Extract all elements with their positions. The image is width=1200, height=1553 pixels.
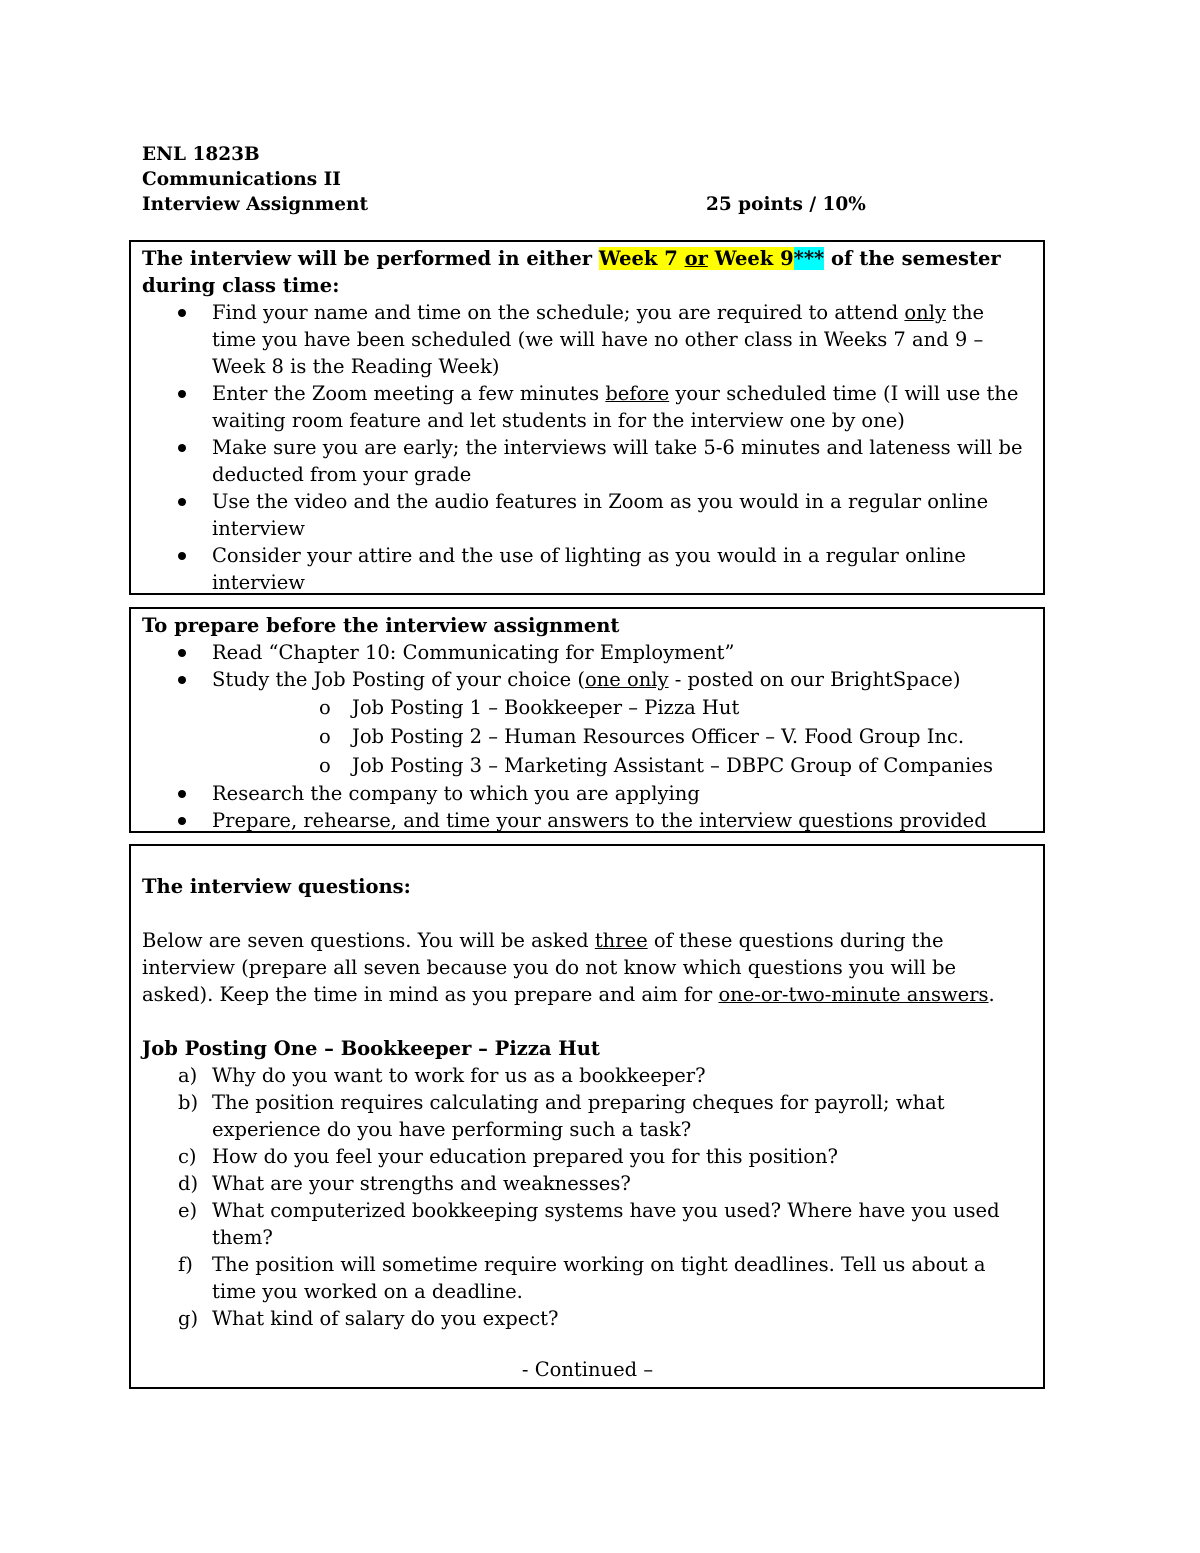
stars-highlight: *** [793,247,825,270]
question-item: b) The position requires calculating and preparing cheques for payroll; what experience do you have performing such a task? [178,1091,945,1141]
list-item: Study the Job Posting of your choice (one only - posted on our BrightSpace) o Job Posting 1 – Bookkeeper – Pizza Hut o Job Posting 2 – Human Resources Officer – V. Food Group Inc. o Job Posting 3 – Marketing Assistant – DBPC Group of Companies [142,666,1033,780]
schedule-box [129,240,1045,595]
week-highlight: Week 7 or Week 9 [598,247,794,270]
job-posting-heading: Job Posting One – Bookkeeper – Pizza Hut [142,1037,600,1060]
job-posting-item: o Job Posting 3 – Marketing Assistant – DBPC Group of Companies [319,754,993,777]
list-item: Read “Chapter 10: Communicating for Employment” [142,639,1033,666]
question-item: f) The position will sometime require working on tight deadlines. Tell us about a time you worked on a deadline. [178,1253,986,1303]
assignment-title: Interview Assignment [142,194,369,215]
schedule-instructions [142,299,1033,596]
questions-list [142,1062,1033,1332]
list-item: Find your name and time on the schedule; you are required to attend only the time you have been scheduled (we will have no other class in Weeks 7 and 9 – Week 8 is the Reading Week) [142,299,1033,380]
list-item: Enter the Zoom meeting a few minutes before your scheduled time (I will use the waiting room feature and let students in for the interview one by one) [142,380,1033,434]
course-code: ENL 1823B [142,144,260,165]
question-item: a) Why do you want to work for us as a bookkeeper? [178,1064,706,1087]
list-item: Research the company to which you are applying [142,780,1033,807]
list-item: Make sure you are early; the interviews will take 5-6 minutes and lateness will be deducted from your grade [142,434,1033,488]
job-postings-list [212,693,1033,780]
question-item: g) What kind of salary do you expect? [178,1307,559,1330]
schedule-intro: The interview will be performed in either Week 7 or Week 9*** of the semester during class time: [142,247,1001,297]
questions-box [129,844,1045,1389]
preparation-list [142,639,1033,834]
course-name: Communications II [142,169,341,190]
document-header [142,142,1022,217]
questions-title: The interview questions: [142,875,411,898]
preparation-title: To prepare before the interview assignment [142,614,620,637]
list-item: Prepare, rehearse, and time your answers to the interview questions provided [142,807,1033,834]
question-item: e) What computerized bookkeeping systems have you used? Where have you used them? [178,1199,1000,1249]
assignment-points: 25 points / 10% [706,194,866,215]
preparation-box [129,607,1045,833]
continued-label: - Continued – [521,1358,654,1381]
job-posting-item: o Job Posting 2 – Human Resources Officer – V. Food Group Inc. [319,725,965,748]
questions-instructions: Below are seven questions. You will be asked three of these questions during the interview (prepare all seven because you do not know which questions you will be asked). Keep the time in mind as you prepare and aim for one-or-two-minute answers. [142,929,995,1006]
list-item: Consider your attire and the use of lighting as you would in a regular online interview [142,542,1033,596]
list-item: Use the video and the audio features in Zoom as you would in a regular online interview [142,488,1033,542]
job-posting-item: o Job Posting 1 – Bookkeeper – Pizza Hut [319,696,740,719]
question-item: c) How do you feel your education prepared you for this position? [178,1145,838,1168]
question-item: d) What are your strengths and weaknesses? [178,1172,631,1195]
